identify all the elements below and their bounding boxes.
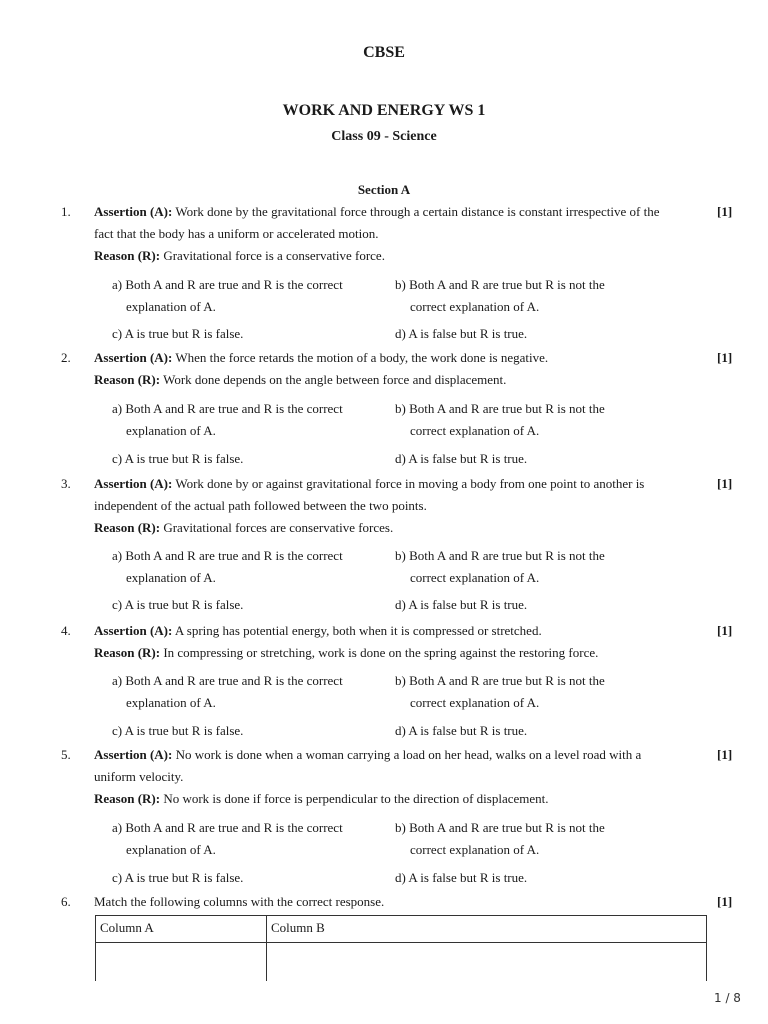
reason-line [94,372,694,388]
question-number: 6. [61,894,71,909]
question-marks: [1] [717,350,733,365]
option-c: c) A is true but R is false. [112,870,244,885]
assertion-line [94,747,694,763]
option-c: c) A is true but R is false. [112,723,244,738]
assertion-text: No work is done when a woman carrying a load on her head, walks on a level road with a [172,747,642,762]
worksheet-title: WORK AND ENERGY WS 1 [282,102,486,119]
reason-text: Gravitational force is a conservative force. [160,248,385,263]
option-d: d) A is false but R is true. [395,870,528,885]
reason-line [94,791,694,807]
option-d: d) A is false but R is true. [395,326,528,341]
option-a: a) Both A and R are true and R is the correct [112,673,343,688]
question-number: 1. [61,204,71,219]
question-marks: [1] [717,204,733,219]
option-a-cont: explanation of A. [126,299,216,314]
option-b-cont: correct explanation of A. [410,570,540,585]
board-name: CBSE [363,44,405,61]
table-row [96,943,707,982]
question-number: 4. [61,623,71,638]
assertion-label: Assertion (A): [94,623,173,638]
question-number: 3. [61,476,71,491]
column-b-header: Column B [267,916,707,943]
assertion-line [94,350,694,366]
option-a-cont: explanation of A. [126,423,216,438]
assertion-text: A spring has potential energy, both when it is compressed or stretched. [172,623,542,638]
column-a-header: Column A [96,916,267,943]
reason-label: Reason (R): [94,248,161,263]
reason-line [94,645,694,661]
assertion-line [94,204,694,220]
assertion-label: Assertion (A): [94,350,173,365]
reason-text: No work is done if force is perpendicular to the direction of displacement. [160,791,549,806]
assertion-text: Work done by the gravitational force through a certain distance is constant irrespective of the [172,204,660,219]
assertion-text: Work done by or against gravitational force in moving a body from one point to another is [172,476,645,491]
table-header-row [96,916,707,943]
table-cell [96,943,267,982]
reason-text: Work done depends on the angle between force and displacement. [160,372,507,387]
option-c: c) A is true but R is false. [112,451,244,466]
option-b-cont: correct explanation of A. [410,423,540,438]
option-a: a) Both A and R are true and R is the correct [112,548,343,563]
match-columns-table [95,915,707,981]
assertion-line [94,623,694,639]
assertion-line-2: uniform velocity. [94,769,184,784]
table-cell [267,943,707,982]
question-marks: [1] [717,476,733,491]
assertion-text: When the force retards the motion of a body, the work done is negative. [172,350,549,365]
question-marks: [1] [717,623,733,638]
assertion-line-2: fact that the body has a uniform or accelerated motion. [94,226,379,241]
option-b: b) Both A and R are true but R is not the [395,401,605,416]
option-b-cont: correct explanation of A. [410,842,540,857]
reason-label: Reason (R): [94,645,161,660]
page-indicator: 1 / 8 [714,991,741,1005]
option-d: d) A is false but R is true. [395,451,528,466]
option-b: b) Both A and R are true but R is not the [395,673,605,688]
assertion-line [94,476,694,492]
question-number: 5. [61,747,71,762]
option-b: b) Both A and R are true but R is not the [395,548,605,563]
option-b-cont: correct explanation of A. [410,299,540,314]
reason-text: In compressing or stretching, work is done on the spring against the restoring force. [160,645,599,660]
option-d: d) A is false but R is true. [395,597,528,612]
option-b-cont: correct explanation of A. [410,695,540,710]
question-number: 2. [61,350,71,365]
question-marks: [1] [717,894,733,909]
option-c: c) A is true but R is false. [112,597,244,612]
reason-label: Reason (R): [94,520,161,535]
assertion-label: Assertion (A): [94,204,173,219]
option-a: a) Both A and R are true and R is the correct [112,820,343,835]
option-d: d) A is false but R is true. [395,723,528,738]
reason-text: Gravitational forces are conservative forces. [160,520,394,535]
option-c: c) A is true but R is false. [112,326,244,341]
question-marks: [1] [717,747,733,762]
question-text: Match the following columns with the correct response. [94,894,385,909]
reason-label: Reason (R): [94,791,161,806]
option-a-cont: explanation of A. [126,570,216,585]
section-heading: Section A [357,182,411,197]
reason-label: Reason (R): [94,372,161,387]
class-subject: Class 09 - Science [331,129,437,144]
assertion-line-2: independent of the actual path followed between the two points. [94,498,427,513]
option-a: a) Both A and R are true and R is the correct [112,277,343,292]
option-a-cont: explanation of A. [126,695,216,710]
option-b: b) Both A and R are true but R is not the [395,820,605,835]
option-b: b) Both A and R are true but R is not the [395,277,605,292]
reason-line [94,248,694,264]
assertion-label: Assertion (A): [94,476,173,491]
assertion-label: Assertion (A): [94,747,173,762]
reason-line [94,520,694,536]
option-a: a) Both A and R are true and R is the correct [112,401,343,416]
option-a-cont: explanation of A. [126,842,216,857]
